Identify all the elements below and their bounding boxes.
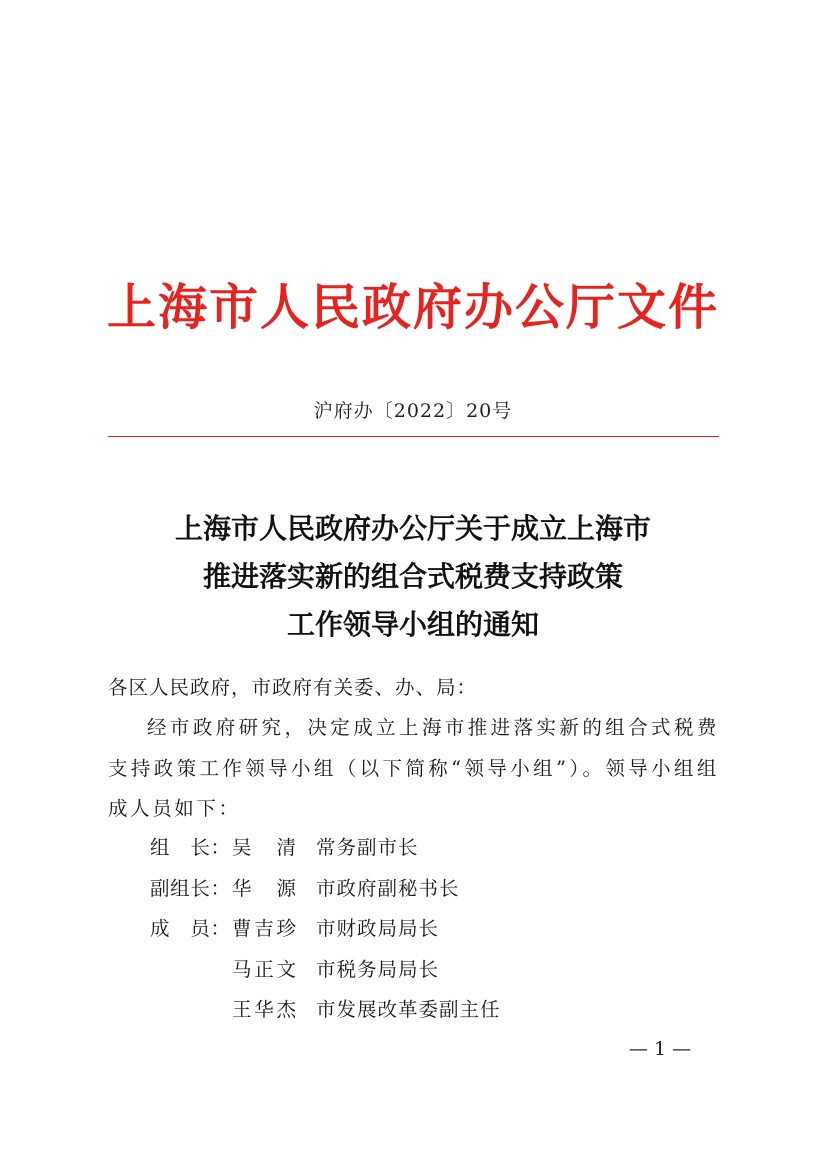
document-number: 沪府办〔2022〕20号	[313, 400, 513, 422]
member-post: 市财政局局长	[316, 917, 440, 940]
member-post: 市税务局局长	[316, 957, 440, 981]
member-name: 王华杰	[232, 998, 296, 1021]
member-post: 常务副市长	[316, 836, 419, 859]
notice-title-line: 上海市人民政府办公厅关于成立上海市	[174, 512, 651, 545]
member-row	[108, 990, 719, 1031]
member-row	[108, 828, 719, 869]
addressee-line: 各区人民政府，市政府有关委、办、局：	[108, 676, 478, 699]
member-name: 马正文	[232, 957, 296, 981]
notice-title	[0, 505, 826, 649]
member-post: 市政府副秘书长	[316, 876, 460, 900]
member-row	[108, 909, 719, 950]
member-name: 曹吉珍	[232, 917, 296, 940]
red-separator-rule	[108, 436, 719, 437]
member-role: 成 员：	[150, 917, 230, 940]
issuing-authority-title: 上海市人民政府办公厅文件	[106, 278, 719, 336]
member-row	[108, 869, 719, 910]
page-number: — 1 —	[628, 1038, 692, 1060]
member-name: 华 源	[232, 876, 296, 900]
notice-title-line: 工作领导小组的通知	[286, 608, 539, 641]
member-role: 组 长：	[150, 836, 230, 859]
member-name: 吴 清	[232, 836, 296, 859]
member-row	[108, 950, 719, 991]
body-paragraph: 经市政府研究，决定成立上海市推进落实新的组合式税费支持政策工作领导小组（以下简称“领导小组”）。领导小组组成人员如下：	[108, 716, 719, 820]
notice-title-line: 推进落实新的组合式税费支持政策	[202, 560, 623, 593]
member-post: 市发展改革委副主任	[316, 998, 501, 1021]
member-role: 副组长：	[150, 876, 230, 900]
member-list	[108, 828, 719, 1031]
